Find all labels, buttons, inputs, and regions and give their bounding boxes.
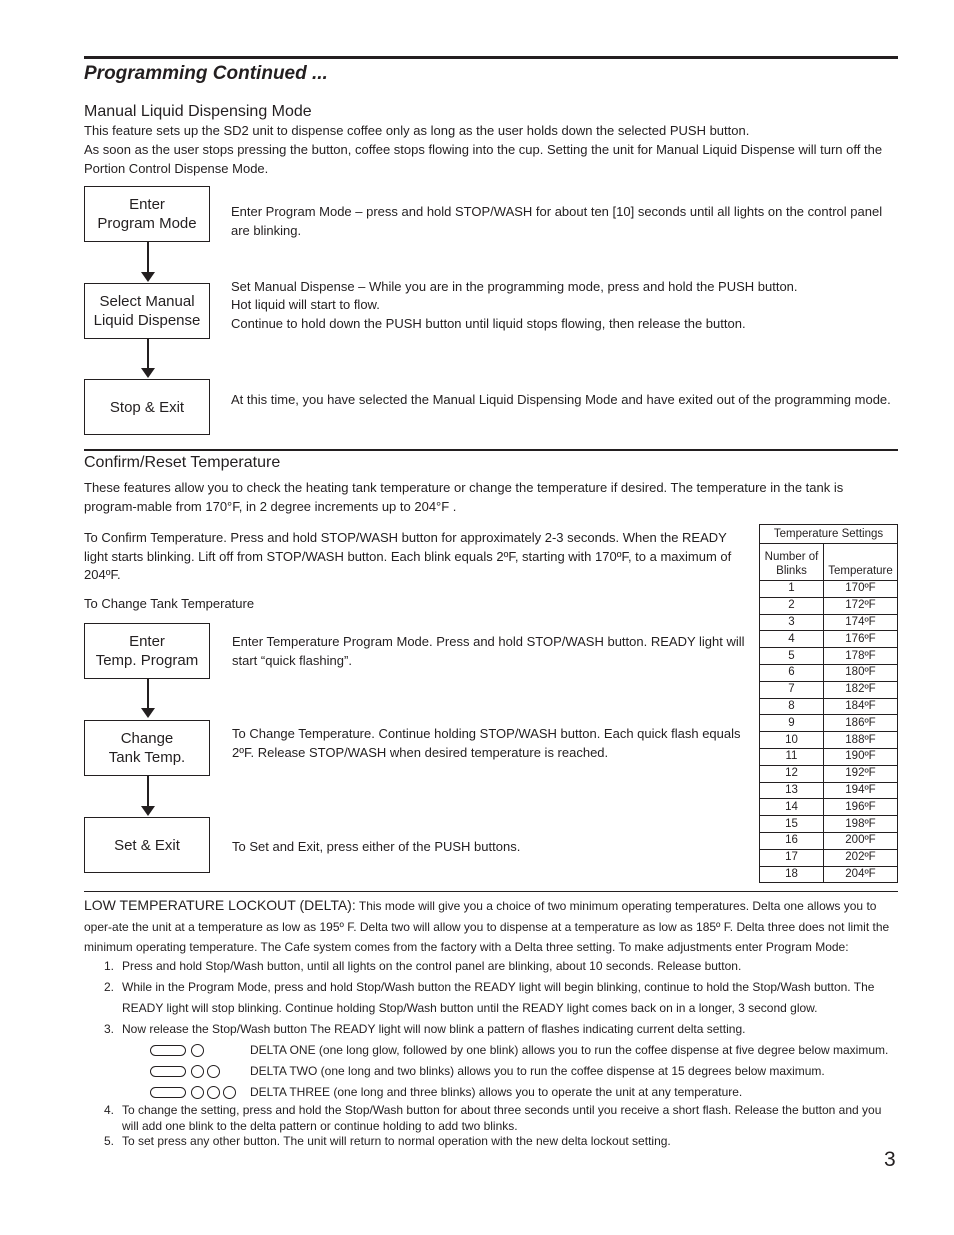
temperature-settings-table (759, 524, 898, 883)
blinks-cell: 3 (760, 614, 824, 631)
blink-icon (191, 1044, 204, 1057)
flow-connector (147, 679, 149, 708)
blinks-cell: 5 (760, 648, 824, 665)
delta-heading: LOW TEMPERATURE LOCKOUT (DELTA): (84, 897, 356, 913)
list-text: Press and hold Stop/Wash button, until all lights on the control panel are blinking, about 10 seconds. Release button. (122, 959, 742, 973)
table-row (760, 832, 898, 849)
column-header-temperature: Temperature (824, 544, 898, 581)
list-number: 5. (103, 1134, 114, 1148)
step-text-stop-exit: At this time, you have selected the Manual Liquid Dispensing Mode and have exited out of the programming mode. (231, 392, 891, 407)
temperature-cell: 180ºF (824, 664, 898, 681)
long-glow-icon (150, 1087, 186, 1098)
flow-connector (147, 242, 149, 272)
flow-connector (147, 776, 149, 806)
blink-icon (207, 1065, 220, 1078)
blinks-cell: 6 (760, 664, 824, 681)
manual-intro-2: As soon as the user stops pressing the button, coffee stops flowing into the cup. Setting the unit for Manual Liquid Dispense will turn off the Portion Control Dispense Mode. (84, 142, 883, 176)
delta-pattern-text: DELTA TWO (one long and two blinks) allows you to run the coffee dispense at 15 degrees below maximum. (250, 1064, 825, 1078)
page-title: Programming Continued ... (84, 63, 328, 84)
list-number: 3. (103, 1022, 114, 1036)
temperature-cell: 174ºF (824, 614, 898, 631)
page-number: 3 (884, 1148, 896, 1171)
manual-intro-1: This feature sets up the SD2 unit to dispense coffee only as long as the user holds down the selected PUSH button. (84, 123, 750, 138)
table-row (760, 698, 898, 715)
blinks-cell: 12 (760, 765, 824, 782)
step-text-select-manual-2: Hot liquid will start to flow. (231, 297, 380, 312)
blink-icon (191, 1086, 204, 1099)
manual-heading: Manual Liquid Dispensing Mode (84, 103, 312, 120)
arrow-down-icon (141, 368, 155, 378)
blinks-cell: 9 (760, 715, 824, 732)
long-glow-icon (150, 1045, 186, 1056)
table-row (760, 715, 898, 732)
list-number: 1. (103, 959, 114, 973)
step-text-set-exit: To Set and Exit, press either of the PUSH buttons. (232, 839, 521, 854)
table-row (760, 732, 898, 749)
table-row (760, 581, 898, 598)
temperature-cell: 184ºF (824, 698, 898, 715)
column-header-blinks: Number of Blinks (760, 544, 824, 581)
flow-box-select-manual: Select Manual Liquid Dispense (84, 283, 210, 339)
blinks-cell: 7 (760, 681, 824, 698)
temperature-cell: 194ºF (824, 782, 898, 799)
table-row (760, 849, 898, 866)
flow-box-change-temp: Change Tank Temp. (84, 720, 210, 776)
blinks-cell: 2 (760, 597, 824, 614)
blinks-cell: 4 (760, 631, 824, 648)
table-title: Temperature Settings (760, 525, 898, 544)
step-text-enter-temp: Enter Temperature Program Mode. Press and hold STOP/WASH button. READY light will start “quick flashing”. (232, 634, 745, 668)
step-text-select-manual-3: Continue to hold down the PUSH button until liquid stops flowing, then release the button. (231, 316, 746, 331)
table-header-row (760, 544, 898, 581)
table-row (760, 597, 898, 614)
blink-icon (191, 1065, 204, 1078)
top-rule (84, 56, 898, 59)
temperature-cell: 178ºF (824, 648, 898, 665)
section-rule (84, 891, 898, 892)
blinks-cell: 15 (760, 816, 824, 833)
arrow-down-icon (141, 272, 155, 282)
delta-pattern-text: DELTA THREE (one long and three blinks) allows you to operate the unit at any temperature. (250, 1085, 743, 1099)
temperature-cell: 204ºF (824, 866, 898, 883)
delta-intro-block (84, 895, 896, 958)
table-row (760, 648, 898, 665)
blinks-cell: 8 (760, 698, 824, 715)
blinks-cell: 13 (760, 782, 824, 799)
step-text-enter-program: Enter Program Mode – press and hold STOP/WASH for about ten [10] seconds until all lights on the control panel are blinking. (231, 204, 883, 238)
delta-intro: This mode will give you a choice of two minimum operating temperatures. Delta one allows you to oper-ate the unit at a temperature as low as 195º F. Delta two will allow you to dispense at a temperature as low as 185º F. Delta three does not limit the minimum operating temperature. The Cafe system comes from the factory with a Delta three setting. To make adjustments enter Program Mode: (84, 899, 890, 954)
temperature-cell: 200ºF (824, 832, 898, 849)
table-row (760, 816, 898, 833)
step-text-change-temp: To Change Temperature. Continue holding STOP/WASH button. Each quick flash equals 2ºF. Release STOP/WASH when desired temperature is reached. (232, 726, 741, 760)
blink-pattern-icon (150, 1065, 250, 1078)
temperature-cell: 196ºF (824, 799, 898, 816)
list-number: 2. (103, 980, 114, 994)
list-text: To change the setting, press and hold the Stop/Wash button for about three seconds until you receive a short flash. Release the button and you will add one blink to the delta pattern or continue holding to add two blinks. (122, 1103, 882, 1133)
blinks-cell: 17 (760, 849, 824, 866)
blinks-cell: 18 (760, 866, 824, 883)
temperature-cell: 170ºF (824, 581, 898, 598)
blinks-cell: 1 (760, 581, 824, 598)
table-row (760, 782, 898, 799)
temperature-cell: 192ºF (824, 765, 898, 782)
blink-icon (207, 1086, 220, 1099)
temperature-cell: 182ºF (824, 681, 898, 698)
long-glow-icon (150, 1066, 186, 1077)
table-row (760, 681, 898, 698)
arrow-down-icon (141, 708, 155, 718)
temperature-cell: 176ºF (824, 631, 898, 648)
table-row (760, 866, 898, 883)
list-text: Now release the Stop/Wash button The READY light will now blink a pattern of flashes indicating current delta setting. (122, 1022, 746, 1036)
confirm-text: To Confirm Temperature. Press and hold STOP/WASH button for approximately 2-3 seconds. When the READY light starts blinking. Lift off from STOP/WASH button. Each blink equals 2ºF, starting with 170ºF, to a maximum of 204ºF. (84, 530, 732, 582)
blinks-cell: 10 (760, 732, 824, 749)
temperature-cell: 198ºF (824, 816, 898, 833)
table-title-row (760, 525, 898, 544)
list-number: 4. (103, 1103, 114, 1117)
table-row (760, 748, 898, 765)
temperature-cell: 202ºF (824, 849, 898, 866)
temperature-cell: 172ºF (824, 597, 898, 614)
confirm-intro: These features allow you to check the heating tank temperature or change the temperature if desired. The temperature in the tank is program-mable from 170°F, in 2 degree increments up to 204°F . (84, 480, 844, 514)
delta-pattern-two (150, 1061, 825, 1081)
table-row (760, 614, 898, 631)
temperature-cell: 188ºF (824, 732, 898, 749)
blinks-cell: 11 (760, 748, 824, 765)
temperature-cell: 186ºF (824, 715, 898, 732)
step-text-select-manual-1: Set Manual Dispense – While you are in the programming mode, press and hold the PUSH button. (231, 279, 798, 294)
blinks-cell: 16 (760, 832, 824, 849)
table-row (760, 799, 898, 816)
flow-box-enter-program: Enter Program Mode (84, 186, 210, 242)
blinks-cell: 14 (760, 799, 824, 816)
delta-pattern-three (150, 1082, 742, 1102)
flow-connector (147, 339, 149, 368)
delta-pattern-text: DELTA ONE (one long glow, followed by one blink) allows you to run the coffee dispense at five degree below maximum. (250, 1043, 889, 1057)
list-text: While in the Program Mode, press and hold Stop/Wash button the READY light will begin blinking, continue to hold the Stop/Wash button. The READY light will stop blinking. Continue holding Stop/Wash button until the READY light comes back on in a longer, 3 second glow. (122, 980, 875, 1015)
temperature-cell: 190ºF (824, 748, 898, 765)
flow-box-enter-temp: Enter Temp. Program (84, 623, 210, 679)
table-row (760, 765, 898, 782)
change-label: To Change Tank Temperature (84, 596, 255, 611)
blink-pattern-icon (150, 1044, 250, 1057)
confirm-heading: Confirm/Reset Temperature (84, 454, 281, 471)
arrow-down-icon (141, 806, 155, 816)
blink-icon (223, 1086, 236, 1099)
list-text: To set press any other button. The unit will return to normal operation with the new delta lockout setting. (122, 1134, 671, 1148)
flow-box-stop-exit: Stop & Exit (84, 379, 210, 435)
table-row (760, 631, 898, 648)
flow-box-set-exit: Set & Exit (84, 817, 210, 873)
table-row (760, 664, 898, 681)
blink-pattern-icon (150, 1086, 250, 1099)
delta-pattern-one (150, 1040, 888, 1060)
section-rule (84, 449, 898, 451)
